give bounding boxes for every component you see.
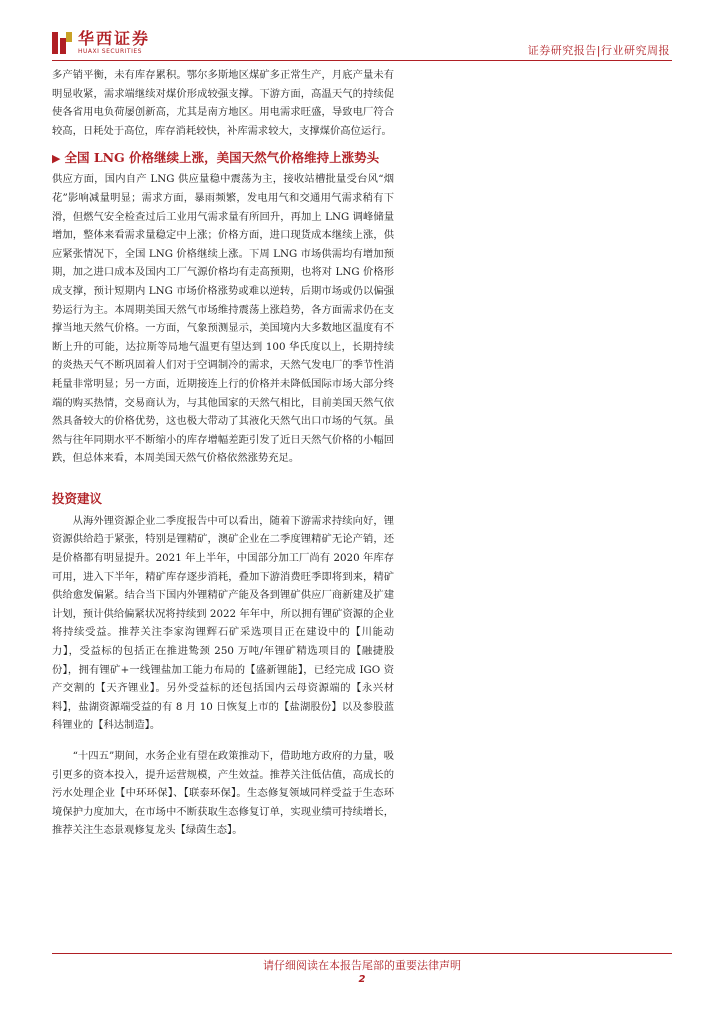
logo-mark-icon [52,32,72,54]
company-logo [52,30,150,56]
section-title-text: 全国 LNG 价格继续上涨，美国天然气价格维持上涨势头 [64,150,380,166]
main-content [52,66,394,840]
page-header [0,0,724,62]
paragraph-lng-natural-gas: 供应方面，国内自产 LNG 供应量稳中震荡为主，接收站槽批量受台风“烟花”影响减量明显；需求方面，暴雨频繁，发电用气和交通用气需求稍有下滑，但燃气安全检查过后工业用气需求量有所回升，再加上 LNG 调峰储量增加，整体来看需求量稳定中上涨；价格方面，进口现货成本继续上涨，供应紧张情况下，全国 LNG 价格继续上涨。下周 LNG 市场供需均有增加预期，加之进口成本及国内工厂气源价格均有走高预期，也将对 LNG 价格形成支撑，预计短期内 LNG 市场价格涨势或难以逆转，后期市场或仍以偏强势运行为主。本周期美国天然气市场维持震荡上涨趋势，各方面需求仍在支撑当地天然气价格。一方面，气象预测显示，美国境内大多数地区温度有不断上升的可能，达拉斯等局地气温更有望达到 100 华氏度以上，长期持续的炎热天气不断巩固着人们对于空调制冷的需求，天然气发电厂的季节性消耗量非常明显；另一方面，近期接连上行的价格并未降低国际市场大部分终端的购买热情，交易商认为，与其他国家的天然气相比，目前美国天然气依然具备较大的价格优势，这也极大带动了其液化天然气出口市场的气氛。虽然与往年同期水平不断缩小的库存增幅差距引发了近日天然气价格的小幅回跌，但总体来看，本周美国天然气价格依然涨势充足。 [52,173,394,465]
paragraph-coal-market: 多产销平衡，未有库存累积。鄂尔多斯地区煤矿多正常生产，月底产量未有明显收紧，需求端继续对煤价形成较强支撑。下游方面，高温天气的持续促使各省用电负荷屡创新高，尤其是南方地区。用电需求旺盛，导致电厂符合较高，日耗处于高位，库存消耗较快，补库需求较大，支撑煤价高位运行。 [52,69,394,137]
page-number: 2 [358,974,366,985]
triangle-bullet-icon: ▶ [52,152,61,166]
header-divider [52,60,672,61]
footer-divider [52,953,672,954]
report-type-label: 证券研究报告|行业研究周报 [527,44,670,57]
paragraph-environmental: “十四五”期间，水务企业有望在政策推动下，借助地方政府的力量，吸引更多的资本投入，提升运营规模，产生效益。推荐关注低估值，高成长的污水处理企业【中环环保】、【联泰环保】。生态修复领域同样受益于生态环境保护力度加大，在市场中不断获取生态修复订单，实现业绩可持续增长，推荐关注生态景观修复龙头【绿茵生态】。 [52,750,394,837]
logo-chinese-name: 华西证券 [78,29,151,48]
section-title-lng [52,148,394,168]
section-title-investment: 投资建议 [52,490,103,506]
logo-english-name: HUAXI SECURITIES [78,48,142,55]
paragraph-lithium: 从海外锂资源企业二季度报告中可以看出，随着下游需求持续向好，锂资源供给趋于紧张，特别是锂精矿，澳矿企业在二季度锂精矿无论产销，还是价格都有明显提升。2021 年上半年，中国部分加工厂尚有 2020 年库存可用，进入下半年，精矿库存逐步消耗，叠加下游消费旺季即将到来，精矿供给愈发偏紧。结合当下国内外锂精矿产能及各到锂矿供应厂商新建及扩建计划，预计供给偏紧状况将持续到 2022 年年中，所以拥有锂矿资源的企业将持续受益。推荐关注李家沟锂辉石矿采选项目正在建设中的【川能动力】，受益标的包括正在推进鸷颈 250 万吨/年锂矿精选项目的【融捷股份】，拥有锂矿+一线锂盐加工能力布局的【盛新锂能】，已经完成 IGO 资产交割的【天齐锂业】。另外受益标的还包括国内云母资源端的【永兴材料】，盐湖资源端受益的有 8 月 10 日恢复上市的【盐湖股份】以及参股蓝科锂业的【科达制造】。 [52,514,394,732]
legal-disclaimer: 请仔细阅读在本报告尾部的重要法律声明 [263,959,461,972]
